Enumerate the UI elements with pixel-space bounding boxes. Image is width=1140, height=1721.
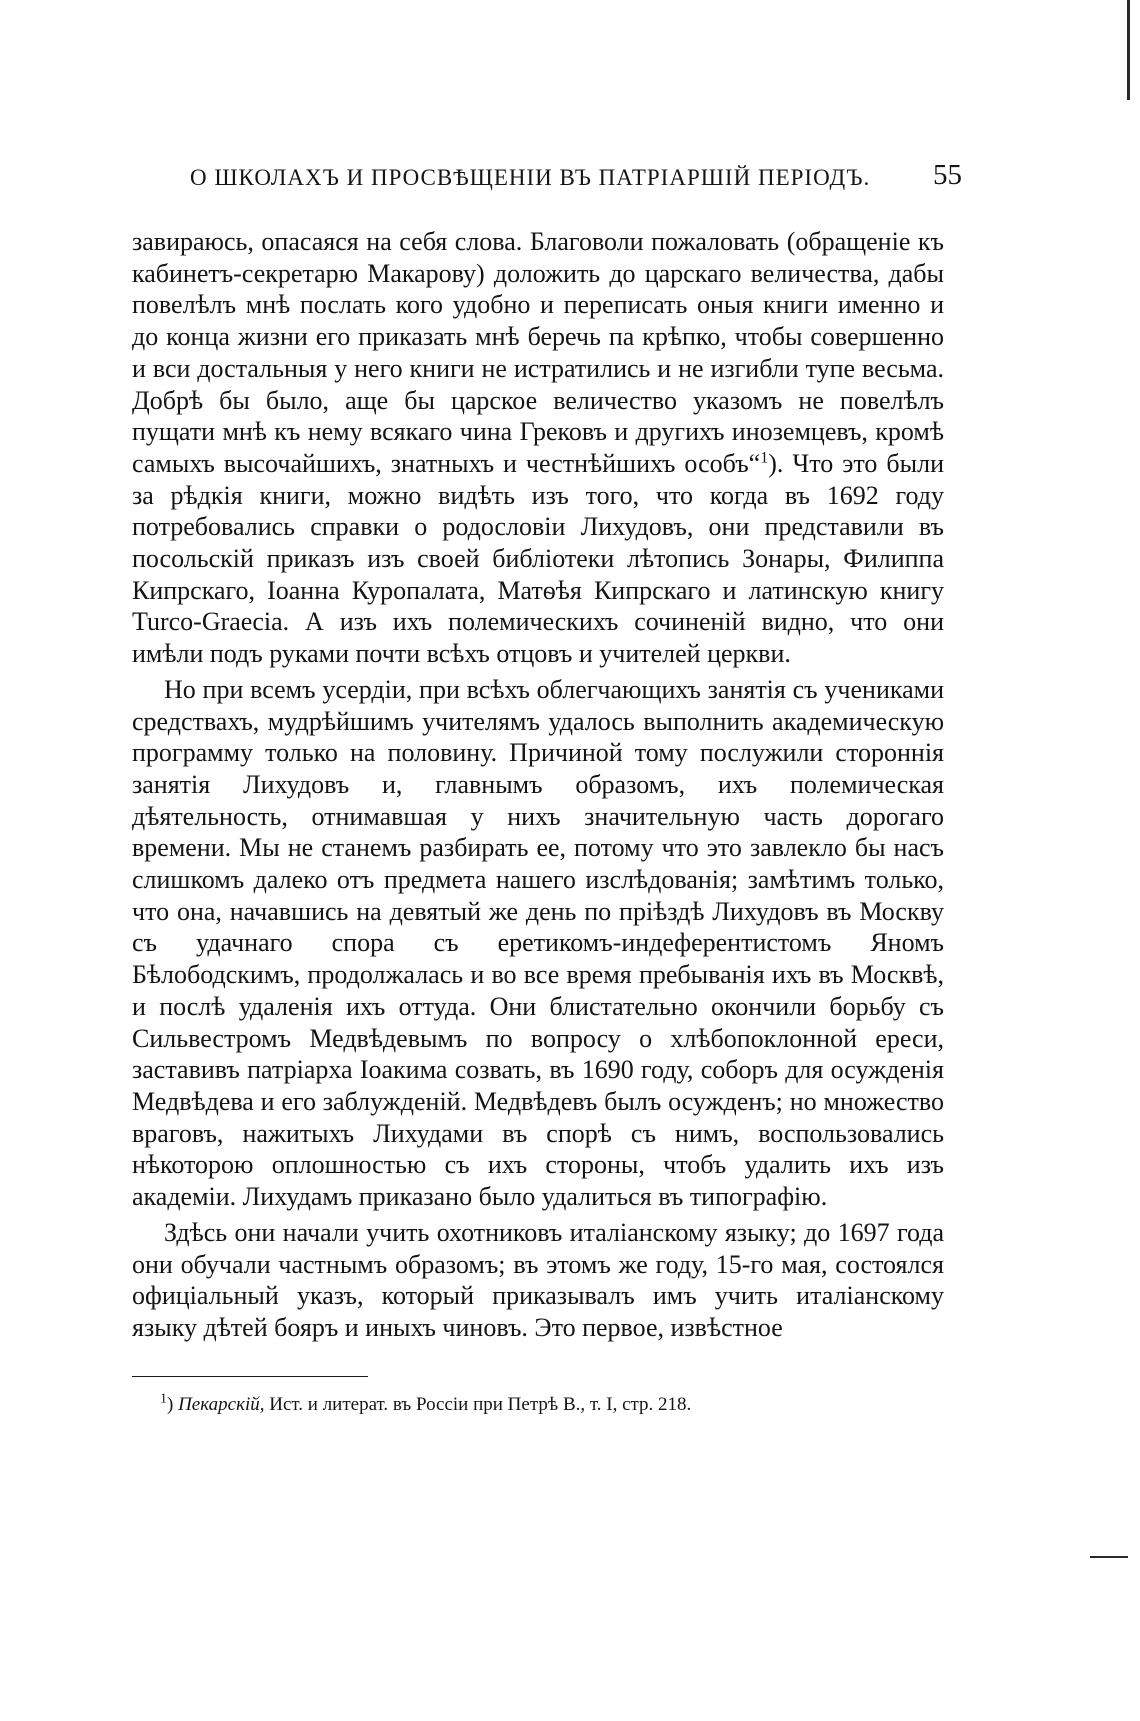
footnote-paren: ) [167, 1394, 179, 1415]
paragraph-1 [132, 226, 944, 670]
footnote-reference: 1 [760, 449, 769, 467]
paragraph-1-part-2: ). Что это были за рѣдкія книги, можно видѣть изъ того, что когда въ 1692 году потребовались справки о родословіи Лихудовъ, они представили въ посольскій приказъ изъ своей библіотеки лѣтопись Зонары, Филиппа Кипрскаго, Іоанна Куропалата, Матѳѣя Кипрскаго и латинскую книгу Turco-Graecia. А изъ ихъ полемическихъ сочиненій видно, что они имѣли подъ руками почти всѣхъ отцовъ и учителей церкви. [132, 448, 944, 669]
page-number: 55 [933, 159, 962, 191]
footnote-mark: 1 [160, 1391, 167, 1407]
running-head: О ШКОЛАХЪ И ПРОСВѢЩЕНІИ ВЪ ПАТРІАРШІЙ ПЕРІОДЪ. [190, 165, 871, 190]
scan-edge-line [1127, 0, 1130, 100]
paragraph-1-part-1: завираюсь, опасаяся на себя слова. Благоволи пожаловать (обращеніе къ кабинетъ-секретарю Макарову) доложить до царскаго величества, дабы повелѣлъ мнѣ послать кого удобно и переписать оныя книги именно и до конца жизни его приказать мнѣ беречь па крѣпко, чтобы совершенно и вси достальныя у него книги не истратились и не изгибли тупе весьма. Добрѣ бы было, аще бы царское величество указомъ не повелѣлъ пущати мнѣ къ нему всякаго чина Грековъ и другихъ иноземцевъ, кромѣ самыхъ высочайшихъ, знатныхъ и честнѣйшихъ особъ“ [132, 227, 944, 478]
footnote-text: Ист. и литерат. въ Россіи при Петрѣ В., т. I, стр. 218. [264, 1394, 692, 1415]
page-header [190, 159, 962, 205]
paragraph-2: Но при всемъ усердіи, при всѣхъ облегчающихъ занятія съ учениками средствахъ, мудрѣйшимъ учителямъ удалось выполнить академическую программу только на половину. Причиной тому послужили стороннія занятія Лихудовъ и, главнымъ образомъ, ихъ полемическая дѣятельность, отнимавшая у нихъ значительную часть дорогаго времени. Мы не станемъ разбирать ее, потому что это завлекло бы насъ слишкомъ далеко отъ предмета нашего изслѣдованія; замѣтимъ только, что она, начавшись на девятый же день по пріѣздѣ Лихудовъ въ Москву съ удачнаго спора съ еретикомъ-индеферентистомъ Яномъ Бѣлободскимъ, продолжалась и во все время пребыванія ихъ въ Москвѣ, и послѣ удаленія ихъ оттуда. Они блистательно окончили борьбу съ Сильвестромъ Медвѣдевымъ по вопросу о хлѣбопоклонной ереси, заставивъ патріарха Іоакима созвать, въ 1690 году, соборъ для осужденія Медвѣдева и его заблужденій. Медвѣдевъ былъ осужденъ; но множество враговъ, нажитыхъ Лихудами въ спорѣ съ нимъ, воспользовались нѣкоторою оплошностью съ ихъ стороны, чтобъ удалить ихъ изъ академіи. Лихудамъ приказано было удалиться въ типографію. [132, 674, 944, 1212]
body-text [132, 226, 944, 1344]
scan-edge-mark [1090, 1556, 1128, 1558]
footnote-author: Пекарскій, [178, 1394, 265, 1415]
footnote-divider [132, 1376, 368, 1377]
footnote [160, 1392, 940, 1418]
paragraph-3: Здѣсь они начали учить охотниковъ италіанскому языку; до 1697 года они обучали частнымъ образомъ; въ этомъ же году, 15-го мая, состоялся офиціальный указъ, который приказывалъ имъ учить италіанскому языку дѣтей бояръ и иныхъ чиновъ. Это первое, извѣстное [132, 1217, 944, 1342]
